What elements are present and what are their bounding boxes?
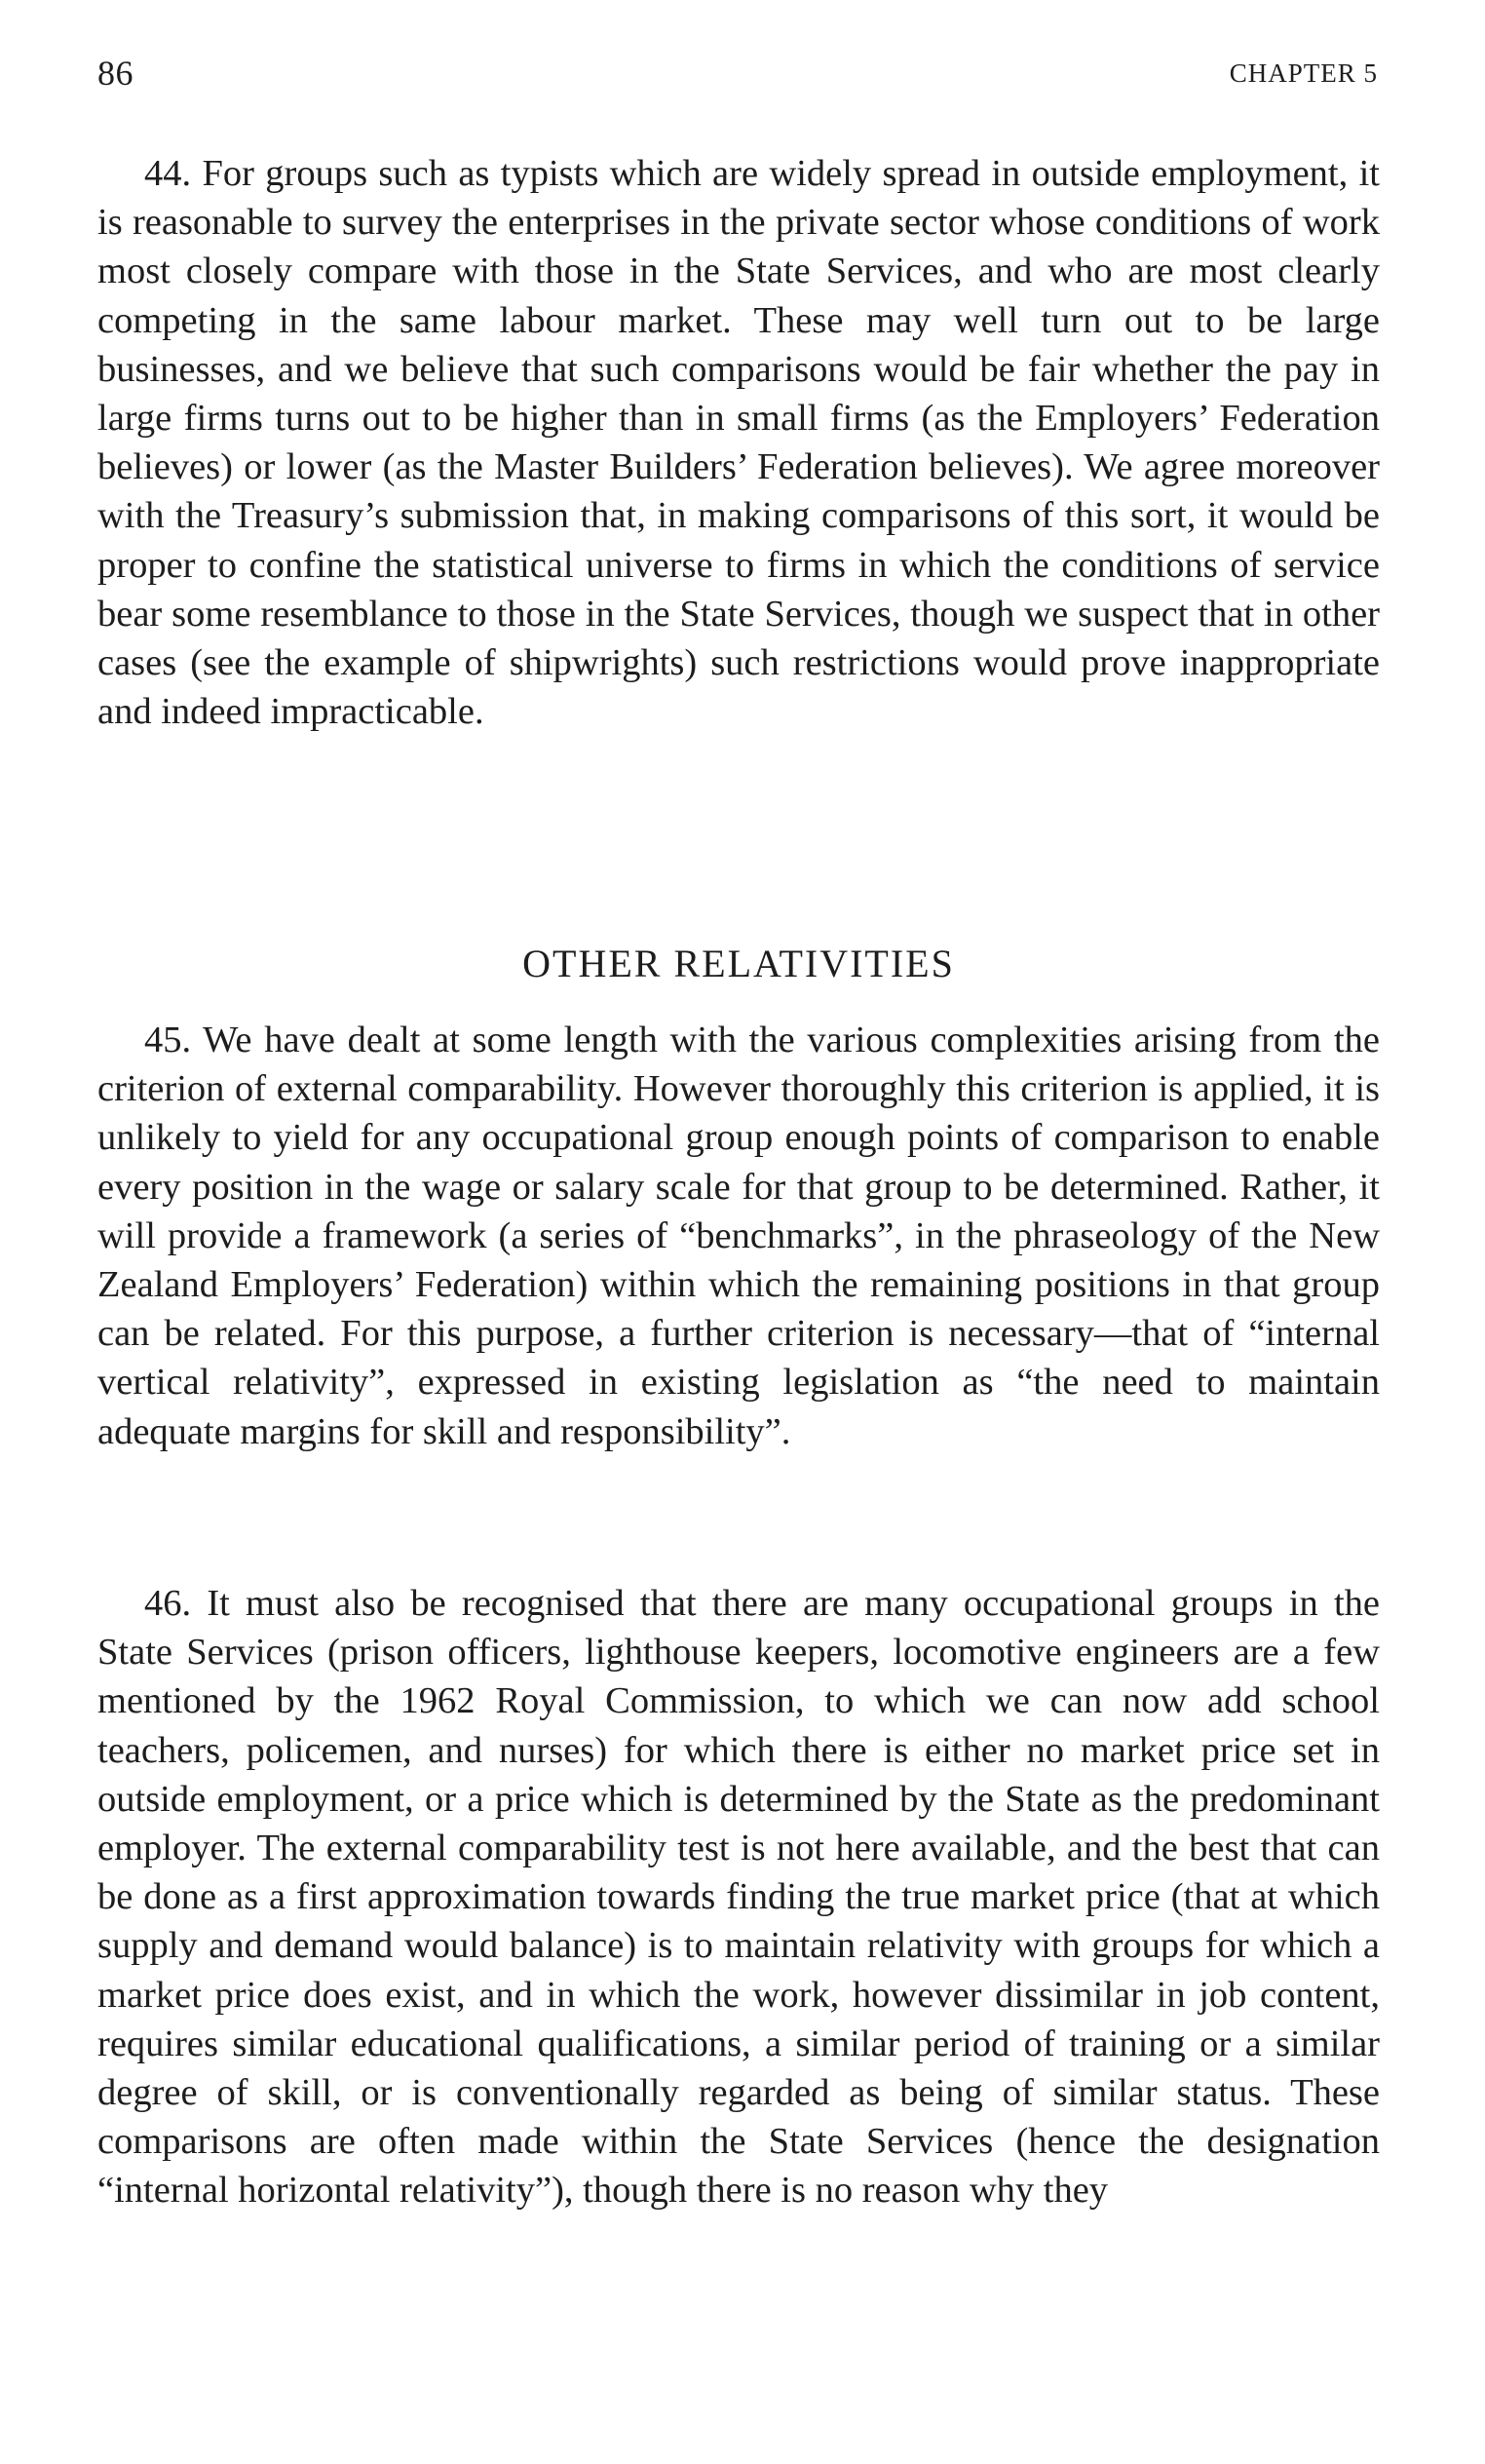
section-heading: OTHER RELATIVITIES [522, 942, 955, 985]
paragraph-45 [97, 1016, 1380, 1456]
paragraph-text: 45. We have dealt at some length with the various complexities arising from the criterion of external comparability. However thoroughly this criterion is applied, it is unlikely to yield for any occupational group enough points of comparison to enable every position in the wage or salary scale for that group to be determined. Rather, it will provide a framework (a series of “benchmarks”, in the phraseology of the New Zealand Employers’ Federation) within which the remaining positions in that group can be related. For this purpose, a further criterion is necessary—that of “internal vertical relativity”, expressed in existing legislation as “the need to maintain adequate margins for skill and responsibility”. [97, 1020, 1380, 1452]
paragraph-46 [97, 1579, 1380, 2215]
paragraph-text: 46. It must also be recognised that there are many occupational groups in the State Services (prison officers, lighthouse keepers, locomotive engineers are a few mentioned by the 1962 Royal Commission, to which we can now add school teachers, policemen, and nurses) for which there is either no market price set in outside employment, or a price which is determined by the State as the predominant employer. The external comparability test is not here available, and the best that can be done as a first approximation towards finding the true market price (that at which supply and demand would balance) is to maintain relativity with groups for which a market price does exist, and in which the work, however dissimilar in job content, requires similar educational qualifications, a similar period of training or a similar degree of skill, or is conventionally regarded as being of similar status. These comparisons are often made within the State Services (hence the designation “internal horizontal relativity”), though there is no reason why they [97, 1583, 1380, 2212]
running-head: CHAPTER 5 [1229, 58, 1378, 88]
paragraph-44 [97, 149, 1380, 736]
paragraph-text: 44. For groups such as typists which are widely spread in outside employment, it is reasonable to survey the enterprises in the private sector whose conditions of work most closely compare with those in the State Services, and who are most clearly competing in the same labour market. These may well turn out to be large businesses, and we believe that such comparisons would be fair whether the pay in large firms turns out to be higher than in small firms (as the Employers’ Federation believes) or lower (as the Master Builders’ Federation believes). We agree moreover with the Treasury’s submission that, in making comparisons of this sort, it would be proper to confine the statistical universe to firms in which the conditions of service bear some resemblance to those in the State Services, though we suspect that in other cases (see the example of shipwrights) such restrictions would prove inappropriate and indeed impracticable. [97, 153, 1380, 733]
page-number: 86 [97, 54, 133, 93]
